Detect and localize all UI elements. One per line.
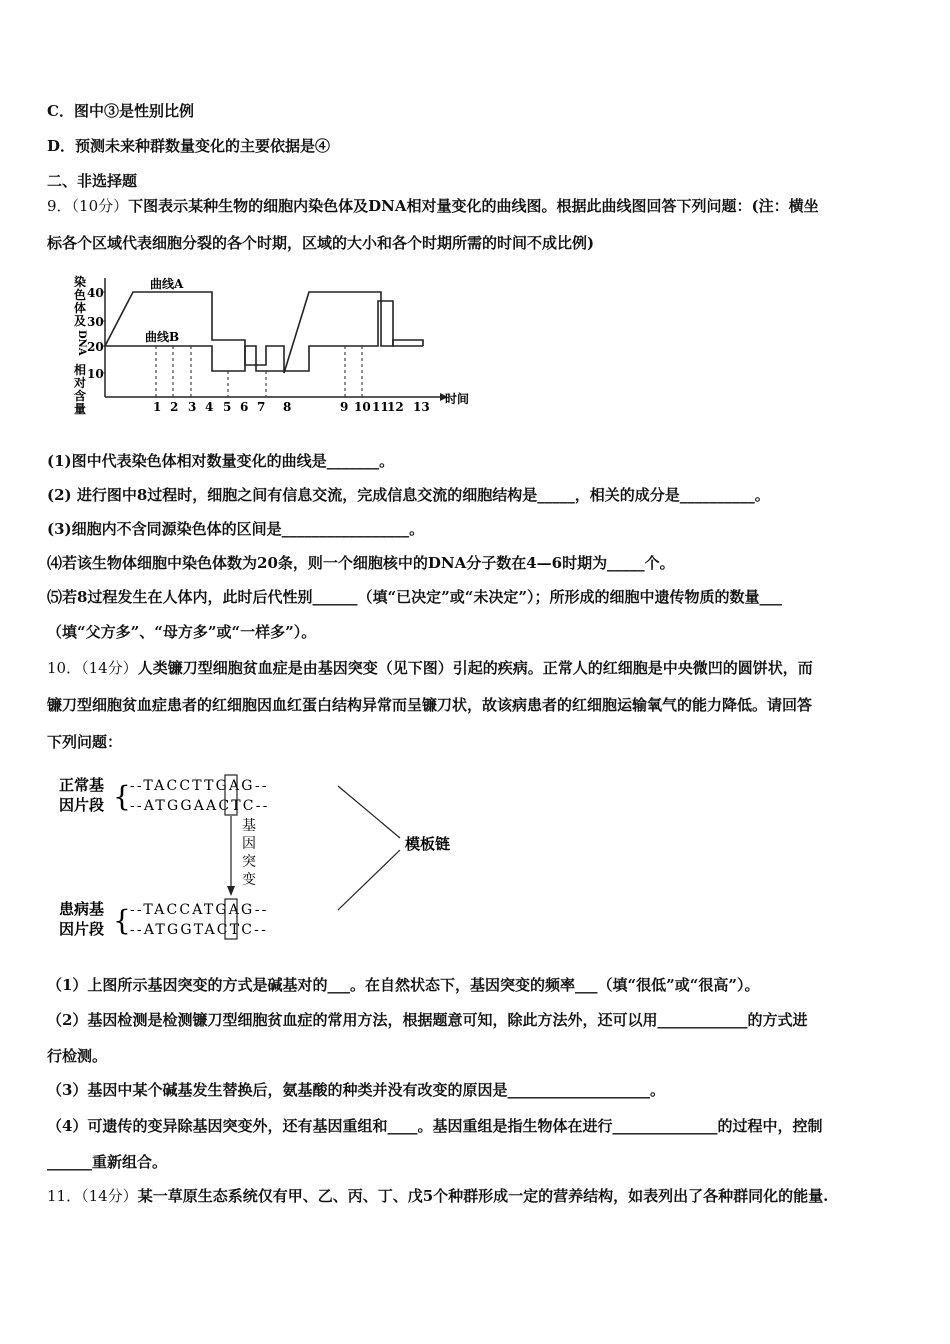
ytick-label: 10 — [87, 367, 104, 381]
normal-bottom-strand: --ATGGAACTC-- — [130, 798, 270, 814]
q11-stem-line — [47, 1186, 828, 1206]
ylabel-char: 含 — [74, 389, 87, 403]
q10-stem-1: 人类镰刀型细胞贫血症是由基因突变（见下图）引起的疾病。正常人的红细胞是中央微凹的圆饼状，而 — [137, 659, 813, 677]
q9-sub1: (1)图中代表染色体相对数量变化的曲线是_______。 — [47, 452, 395, 470]
q9-sub3: (3)细胞内不含同源染色体的区间是_________________。 — [47, 520, 425, 538]
normal-label-1: 正常基 — [59, 776, 105, 794]
disease-bottom-strand: --ATGGTACTC-- — [130, 922, 269, 938]
xtick-label: 13 — [413, 400, 430, 414]
q9-number: 9．（10分） — [47, 197, 129, 215]
q10-figure — [55, 768, 485, 948]
xtick-label: 6 — [240, 400, 249, 414]
q10-stem-line1 — [47, 658, 813, 678]
xtick-label: 12 — [387, 400, 404, 414]
option-c: C．图中③是性别比例 — [47, 102, 194, 120]
mutation-label-char: 突 — [242, 854, 256, 870]
xtick-label: 1 — [153, 400, 162, 414]
xtick-label: 3 — [188, 400, 197, 414]
ylabel-char: 体 — [74, 301, 87, 315]
x-axis-label: 时间 — [445, 392, 470, 406]
curve-a-label: 曲线A — [150, 277, 184, 291]
xtick-label: 2 — [170, 400, 179, 414]
normal-top-strand: --TACCTTGAG-- — [130, 778, 269, 794]
ytick-label: 30 — [87, 315, 104, 329]
q9-sub5b: （填“父方多”、“母方多”或“一样多”）。 — [47, 623, 317, 641]
curve-b-label: 曲线B — [145, 330, 180, 344]
ylabel-char: 量 — [74, 402, 87, 416]
xtick-label: 5 — [223, 400, 232, 414]
q10-sub1: （1）上图所示基因突变的方式是碱基对的___。在自然状态下，基因突变的频率___（填“很低”或“很高”）。 — [47, 976, 760, 994]
q11-stem: 某一草原生态系统仅有甲、乙、丙、丁、戊5个种群形成一定的营养结构，如表列出了各种群同化的能量. — [137, 1187, 829, 1205]
q9-stem-1: 下图表示某种生物的细胞内染色体及DNA相对量变化的曲线图。根据此曲线图回答下列问题：(注：横坐 — [128, 197, 819, 215]
mutation-label-char: 因 — [242, 836, 256, 852]
q10-number: 10．（14分） — [47, 659, 138, 677]
ytick-label: 40 — [87, 286, 104, 300]
q10-stem-2: 镰刀型细胞贫血症患者的红细胞因血红蛋白结构异常而呈镰刀状，故该病患者的红细胞运输氧气的能力降低。请回答 — [47, 696, 813, 714]
ylabel-char: 染 — [74, 275, 87, 289]
xtick-label: 8 — [283, 400, 292, 414]
normal-label-2: 因片段 — [59, 796, 105, 814]
q10-sub4a: （4）可遗传的变异除基因突变外，还有基因重组和____。基因重组是指生物体在进行______________的过程中，控制 — [47, 1117, 823, 1135]
option-d: D．预测未来种群数量变化的主要依据是④ — [47, 137, 331, 155]
q9-figure — [65, 268, 485, 426]
q10-sub2b: 行检测。 — [47, 1047, 108, 1065]
q10-sub2a: （2）基因检测是检测镰刀型细胞贫血症的常用方法，根据题意可知，除此方法外，还可以用____________的方式进 — [47, 1011, 808, 1029]
xtick-label: 9 — [340, 400, 349, 414]
template-pointer — [338, 850, 400, 910]
ylabel-char: 色 — [74, 288, 87, 302]
q9-sub4: ⑷若该生物体细胞中染色体数为20条，则一个细胞核中的DNA分子数在4—6时期为_____个。 — [47, 554, 675, 572]
mutation-label-char: 基 — [242, 818, 256, 834]
xtick-label: 7 — [257, 400, 266, 414]
q10-sub4b: ______重新组合。 — [47, 1153, 168, 1171]
disease-label-2: 因片段 — [59, 920, 105, 938]
template-label: 模板链 — [405, 835, 451, 853]
mutation-label-char: 变 — [242, 872, 256, 888]
q10-stem-3: 下列问题： — [47, 733, 123, 751]
template-pointer — [338, 786, 400, 838]
section-title: 二、非选择题 — [47, 172, 138, 190]
brace: { — [113, 904, 131, 937]
ylabel-dna: DNA — [76, 330, 87, 356]
q10-sub3: （3）基因中某个碱基发生替换后，氨基酸的种类并没有改变的原因是___________________。 — [47, 1081, 665, 1099]
ylabel-char: 相 — [74, 363, 87, 377]
xtick-label: 10 — [354, 400, 371, 414]
q11-number: 11．（14分） — [47, 1187, 138, 1205]
ylabel-char: 对 — [74, 376, 87, 390]
q9-stem-2: 标各个区域代表细胞分裂的各个时期，区域的大小和各个时期所需的时间不成比例) — [47, 234, 595, 252]
disease-top-strand: --TACCATGAG-- — [130, 902, 269, 918]
xtick-label: 4 — [205, 400, 214, 414]
xtick-label: 11 — [372, 400, 389, 414]
ylabel-char: 及 — [74, 314, 87, 328]
q9-sub5a: ⑸若8过程发生在人体内，此时后代性别______（填“已决定”或“未决定”）；所形成的细胞中遗传物质的数量___ — [47, 588, 782, 606]
disease-label-1: 患病基 — [59, 900, 105, 918]
q9-sub2: (2) 进行图中8过程时，细胞之间有信息交流，完成信息交流的细胞结构是_____，相关的成分是__________。 — [47, 486, 770, 504]
brace: { — [113, 780, 131, 813]
ytick-label: 20 — [87, 340, 104, 354]
q9-stem-line1 — [47, 196, 819, 216]
